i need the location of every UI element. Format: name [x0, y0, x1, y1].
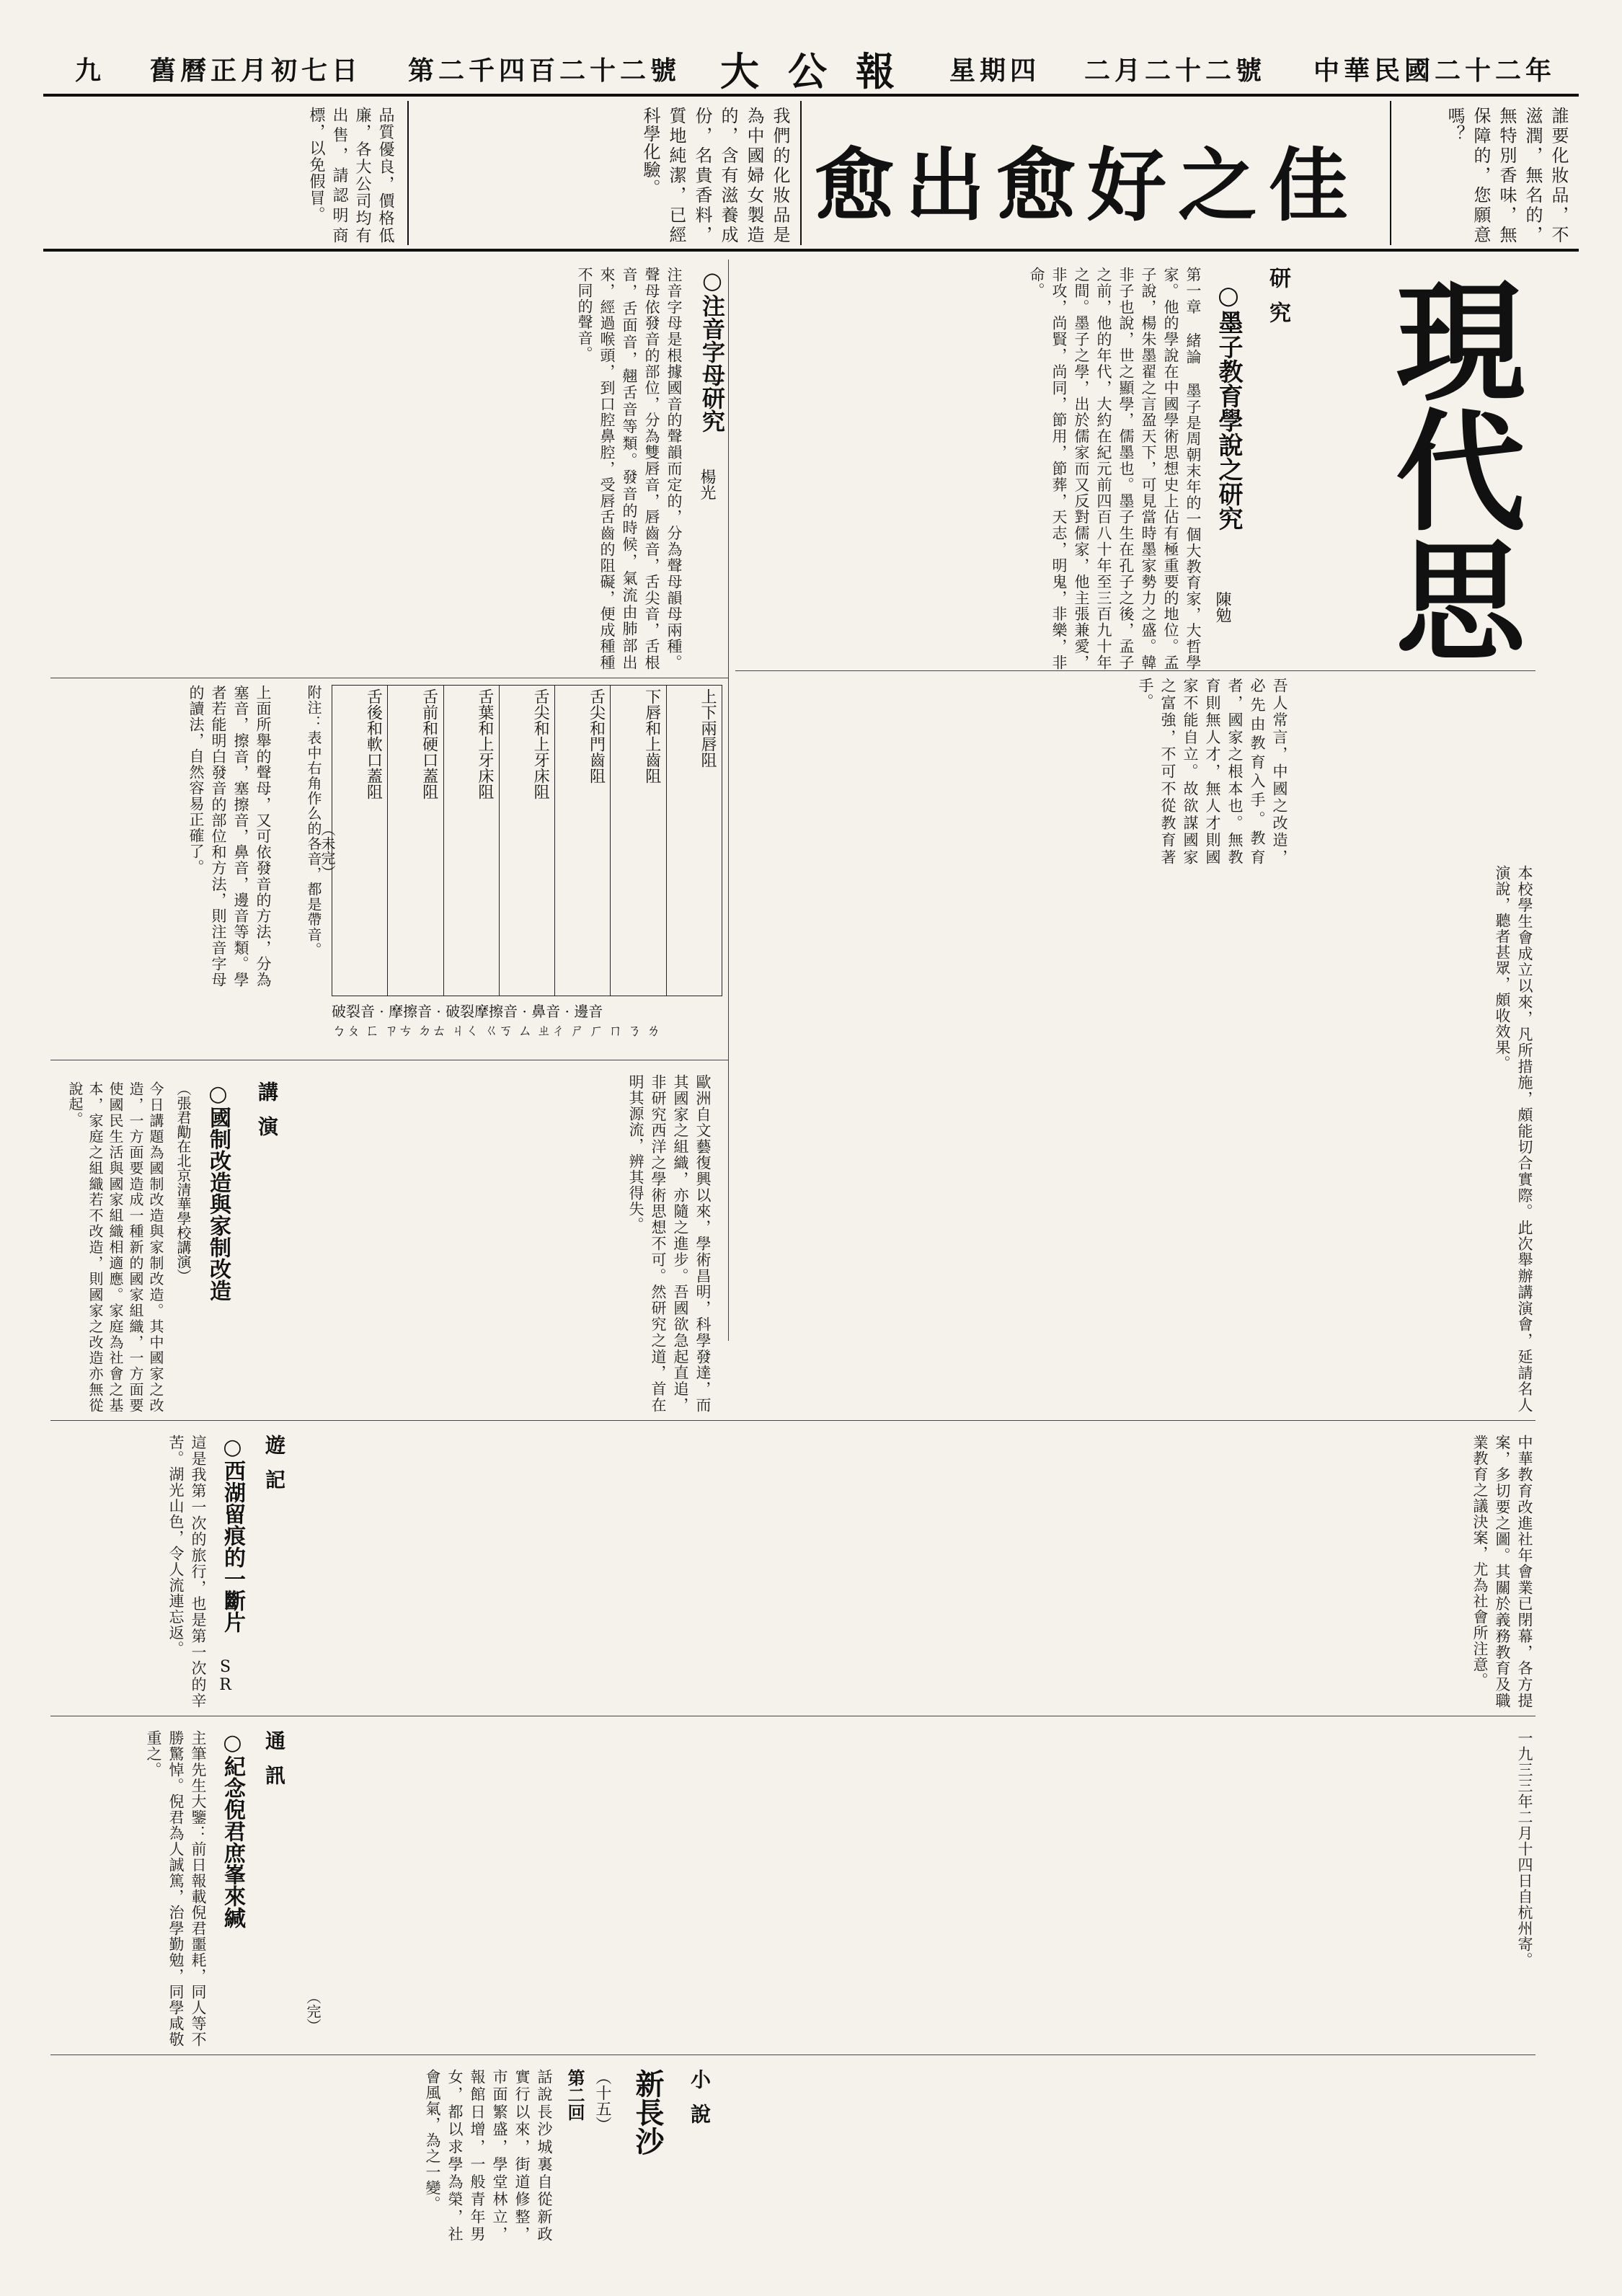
chart-cell: ㄇ: [608, 1021, 623, 1039]
page-number: 九: [74, 56, 105, 86]
chart-cell: ㄍㄎ: [484, 1021, 513, 1039]
year: 中華民國二十二年: [1313, 56, 1556, 86]
chart-row: 舌尖和門齒阻: [554, 686, 610, 996]
chart-row: 上下兩唇阻: [666, 686, 722, 996]
chart-cell: ㄙ: [518, 1021, 533, 1039]
issue-number: 第二千四百二十二號: [407, 56, 681, 86]
chart-cells: 破裂音 · 摩擦音 · 破裂摩擦音 · 鼻音 · 邊音 ㄅㄆ ㄈ ㄗㄘ ㄉㄊ ㄐㄑ ㄍㄎ ㄙ ㄓㄔ ㄕ ㄏ ㄇ ㄋ ㄌ: [332, 1003, 661, 1039]
state-title: ○國制改造與家制改造: [205, 1081, 231, 1301]
paper-name: 大公報: [720, 48, 923, 94]
label-lecture: 講演: [255, 1081, 279, 1151]
novel-body: 話說長沙城裏自從新政實行以來，街道修整，市面繁盛，學堂林立，報館日增，一般青年男女，都以求學為榮，社會風氣，為之一變。: [424, 2069, 553, 2242]
chart-col: 破裂摩擦音: [446, 1003, 518, 1020]
zhuyin-body: 注音字母是根據國音的聲韻而定的，分為聲母韻母兩種。聲母依發音的部位，分為雙唇音，唇齒音，舌尖音，舌根音，舌面音，翹舌音等類。發音的時候，氣流由肺部出來，經過喉頭，到口腔鼻腔，受唇舌齒的阻礙，便成種種不同的聲音。: [576, 267, 683, 670]
ad-middle-text: 我們的化妝品是為中國婦女製造的，含有滋養成份，名貴香料，質地純潔，已經科學化驗。: [640, 107, 790, 244]
label-novel: 小說: [688, 2069, 712, 2138]
mozi-title: ○墨子教育學說之研究: [1214, 281, 1243, 531]
chart-cell: ㄋ: [626, 1021, 642, 1039]
mozi-body: 第一章 緒論 墨子是周朝末年的一個大教育家，大哲學家。他的學說在中國學術思想史上佔有極重要的地位。孟子說，楊朱墨翟之言盈天下，可見當時墨家勢力之盛。韓非子也說，世之顯學，儒墨也。墨子生在孔子之後，孟子之前，他的年代，大約在紀元前四百八十年至三百九十年之間。墨子之學，出於儒家而又反對儒家，他主張兼愛，非攻，尚賢，尚同，節用，節葬，天志，明鬼，非樂，非命。: [1028, 267, 1202, 670]
chart-col: 鼻音: [531, 1003, 561, 1020]
state-body: 今日講題為國制改造與家制改造。其中國家之改造，一方面要造成一種新的國家組織，一方面要使國民生活與國家組織相適應。家庭為社會之基本，家庭之組織若不改造，則國家之改造亦無從說起。: [66, 1081, 164, 1413]
chart-cell: ㄐㄑ: [451, 1021, 480, 1039]
chart-col: 摩擦音: [389, 1003, 433, 1020]
body-e: 中華教育改進社年會業已閉幕，各方提案，多切要之圖。其關於義務教育及職業教育之議決案，尤為社會所注意。: [1471, 1435, 1533, 1708]
memorial-body: 主筆先生大鑒：前日報載倪君噩耗，同人等不勝驚悼。倪君為人誠篤，治學勤勉，同學咸敬重之。: [145, 1730, 207, 2047]
novel-title: 新長沙: [631, 2069, 665, 2155]
zhuyin-author: 楊光: [698, 469, 716, 500]
body-a: 吾人常言，中國之改造，必先由教育入手。教育者，國家之根本也。無教育則無人才，無人才則國家不能自立。故欲謀國家之富強，不可不從教育著手。: [1137, 678, 1288, 865]
novel-chapter: 第二回: [564, 2069, 585, 2121]
zhuyin-body-2: 上面所舉的聲母，又可依發音的方法，分為塞音，擦音，塞擦音，鼻音，邊音等類。學者若能明白發音的部位和方法，則注音字母的讀法，自然容易正確了。: [187, 685, 272, 988]
masthead: [43, 43, 1579, 97]
chart-row: 舌後和軟口蓋阻: [364, 688, 383, 799]
body-b: 歐洲自文藝復興以來，學術昌明，科學發達，而其國家之組織，亦隨之進步。吾國欲急起直追，非研究西洋之學術思想不可。然研究之道，首在明其源流，辨其得失。: [627, 1074, 712, 1413]
label-news: 通訊: [262, 1730, 286, 1799]
lake-author: SR: [216, 1658, 234, 1694]
memorial-continued: （完）: [304, 1990, 322, 2033]
chart-cell: ㄅㄆ: [332, 1021, 360, 1039]
ad-right-text: 誰要化妝品，不滋潤，無名的，無特別香味，無保障的，您願意嗎？: [1445, 107, 1569, 244]
chart-cell: ㄈ: [365, 1021, 380, 1039]
body-c: 本校學生會成立以來，凡所措施，頗能切合實際。此次舉辦講演會，延請名人演說，聽者甚眾，頗收效果。: [1494, 865, 1533, 1413]
greg-date: 二月二十二號: [1083, 56, 1266, 86]
chart-cell: ㄌ: [646, 1021, 661, 1039]
lake-body: 這是我第一次的旅行，也是第一次的辛苦。湖光山色，令人流連忘返。: [167, 1435, 207, 1708]
phonetic-chart: [332, 685, 722, 996]
lunar-date: 舊曆正月初七日: [149, 56, 362, 86]
chart-col: 破裂音: [332, 1003, 375, 1020]
chart-cell: ㄕ: [570, 1021, 585, 1039]
chart-col: 邊音: [574, 1003, 603, 1020]
mozi-author: 陳勉: [1213, 591, 1231, 623]
chart-cell: ㄓㄔ: [536, 1021, 566, 1039]
advertisement: [43, 101, 1579, 252]
memorial-title: ○紀念倪君庶峯來緘: [220, 1730, 245, 1928]
section-title-block: [1355, 260, 1572, 721]
label-research: 研究: [1265, 267, 1290, 336]
chart-cell: ㄉㄊ: [417, 1021, 447, 1039]
body-d: 一九三三年二月十四日自杭州寄。: [1516, 1730, 1533, 1968]
zhuyin-title: ○注音字母研究: [699, 267, 726, 433]
state-subtitle: （張君勱在北京清華學校講演）: [174, 1081, 192, 1283]
zhuyin-continued: （未完）: [319, 822, 336, 879]
chart-row: 下唇和上齒阻: [610, 686, 665, 996]
weekday: 星期四: [949, 56, 1040, 86]
label-travel: 遊記: [262, 1435, 286, 1504]
chart-cell: ㄗㄘ: [384, 1021, 413, 1039]
chart-row: 舌前和硬口蓋阻: [387, 686, 443, 996]
chart-row: 舌尖和上牙床阻: [499, 686, 554, 996]
section-title: 現代思: [1374, 274, 1526, 663]
ad-left-text: 品質優良，價格低廉，各大公司均有出售，請認明商標，以免假冒。: [307, 107, 394, 244]
chart-row: 舌葉和上牙床阻: [443, 686, 499, 996]
ad-headline: 愈出愈好之佳: [815, 139, 1360, 232]
lake-title: ○西湖留痕的一斷片: [220, 1435, 245, 1633]
newspaper-page: [43, 43, 1579, 2253]
chart-note: 附注：表中右角作么的各音，都是帶音。: [305, 685, 322, 957]
novel-part: （十五）: [593, 2069, 611, 2132]
chart-cell: ㄏ: [589, 1021, 604, 1039]
